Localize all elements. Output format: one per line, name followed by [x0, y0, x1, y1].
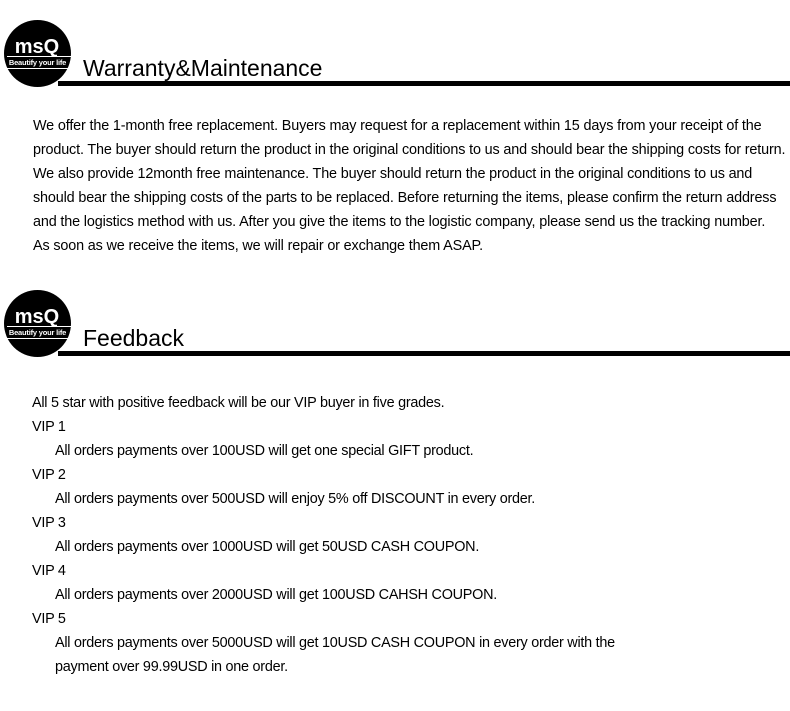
warranty-line: We offer the 1-month free replacement. Buyers may request for a replacement within 15 days from your receipt of the: [33, 118, 762, 134]
feedback-intro: All 5 star with positive feedback will be our VIP buyer in five grades.: [32, 395, 445, 411]
msq-logo-icon: [4, 20, 71, 87]
vip-tier-benefit: All orders payments over 100USD will get one special GIFT product.: [55, 443, 474, 459]
feedback-content: [32, 391, 782, 679]
feedback-section-header: [0, 290, 790, 362]
vip-tier-label: VIP 2: [32, 467, 66, 483]
warranty-paragraph: [33, 114, 790, 258]
logo-tagline: Beautify your life: [8, 328, 67, 337]
msq-logo-icon: [4, 290, 71, 357]
section-title: Feedback: [83, 325, 185, 351]
vip-tier-label: VIP 1: [32, 419, 66, 435]
vip-tier-label: VIP 4: [32, 563, 66, 579]
warranty-line: As soon as we receive the items, we will repair or exchange them ASAP.: [33, 238, 483, 254]
vip-tier-benefit: payment over 99.99USD in one order.: [55, 659, 288, 675]
section-divider: [58, 81, 790, 86]
warranty-line: product. The buyer should return the product in the original conditions to us and should bear the shipping costs for return.: [33, 142, 786, 158]
brand-logo: [4, 290, 71, 357]
section-divider: [58, 351, 790, 356]
vip-tier-label: VIP 3: [32, 515, 66, 531]
vip-tier-label: VIP 5: [32, 611, 66, 627]
warranty-line: and the logistics method with us. After you give the items to the logistic company, please send us the tracking number.: [33, 214, 766, 230]
warranty-line: We also provide 12month free maintenance. The buyer should return the product in the original conditions to us and: [33, 166, 753, 182]
vip-tier-benefit: All orders payments over 2000USD will get 100USD CAHSH COUPON.: [55, 587, 497, 603]
logo-wordmark: msQ: [14, 36, 60, 58]
vip-tier-benefit: All orders payments over 1000USD will get 50USD CASH COUPON.: [55, 539, 480, 555]
section-title: Warranty&Maintenance: [83, 55, 323, 81]
warranty-section-header: [0, 20, 790, 92]
logo-tagline: Beautify your life: [8, 58, 67, 67]
vip-tier-benefit: All orders payments over 500USD will enjoy 5% off DISCOUNT in every order.: [55, 491, 536, 507]
brand-logo: [4, 20, 71, 87]
vip-tier-benefit: All orders payments over 5000USD will get 10USD CASH COUPON in every order with the: [55, 635, 615, 651]
warranty-line: should bear the shipping costs of the parts to be replaced. Before returning the items, please confirm the return address: [33, 190, 777, 206]
logo-wordmark: msQ: [14, 306, 60, 328]
